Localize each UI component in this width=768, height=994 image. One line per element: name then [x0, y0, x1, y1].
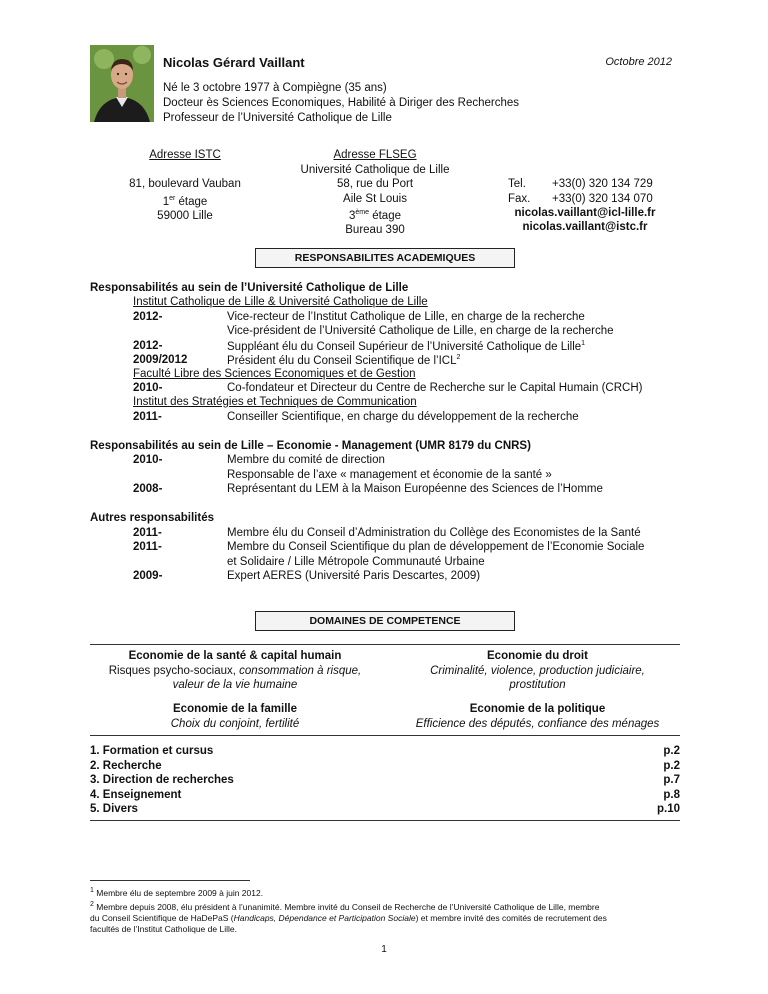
address-flseg-line-1: Université Catholique de Lille: [300, 163, 450, 176]
toc-label: 4. Enseignement: [90, 788, 182, 801]
section-title-domaines: DOMAINES DE COMPETENCE: [255, 611, 515, 631]
flseg-item-0-text: Co-fondateur et Directeur du Centre de Recherche sur le Capital Humain (CRCH): [227, 382, 643, 394]
fax-row: Fax. +33(0) 320 134 070: [508, 192, 653, 205]
other-item-3-text: Expert AERES (Université Paris Descartes, 2009): [227, 570, 481, 582]
footnote-ref-2: 2: [456, 354, 461, 361]
toc-page: p.10: [656, 803, 680, 815]
address-flseg-line-5: Bureau 390: [345, 224, 405, 237]
portrait-photo: [90, 45, 154, 122]
other-item-2-text: et Solidaire / Lille Métropole Communauté Urbaine: [227, 556, 485, 568]
toc-row[interactable]: [90, 788, 680, 803]
contact-block: [508, 177, 688, 206]
footnote-separator: [90, 880, 250, 881]
ucl-heading: Responsabilités au sein de l’Université Catholique de Lille: [90, 282, 409, 294]
address-istc-title: Adresse ISTC: [149, 149, 221, 161]
icl-item-3-text: Président élu du Conseil Scientifique de l’ICL$^2$: [227, 354, 461, 367]
footnote-ref-1: 1: [581, 340, 586, 347]
email-2[interactable]: nicolas.vaillant@istc.fr: [522, 221, 648, 233]
divider-bottom: [90, 820, 680, 821]
domain-sante: [90, 649, 380, 693]
domain-politique-line-1: Efficience des députés, confiance des ménages: [415, 717, 660, 730]
toc-label: 2. Recherche: [90, 759, 162, 772]
other-item-0-text: Membre élu du Conseil d’Administration du Collège des Economistes de la Santé: [227, 527, 641, 539]
flseg-item-0-year: 2010-: [133, 382, 163, 394]
email-1[interactable]: nicolas.vaillant@icl-lille.fr: [514, 207, 656, 219]
lem-item-1-text: Responsable de l’axe « management et économie de la santé »: [227, 469, 552, 481]
toc-page: p.2: [663, 759, 680, 772]
lem-item-2-text: Représentant du LEM à la Maison Européenne des Sciences de l’Homme: [227, 483, 603, 495]
other-heading: Autres responsabilités: [90, 512, 214, 524]
address-flseg: [290, 148, 460, 238]
domain-sante-line-1: Risques psycho-sociaux, consommation à risque,: [108, 664, 362, 677]
address-flseg-line-3: Aile St Louis: [343, 192, 407, 205]
toc-row[interactable]: [90, 744, 680, 759]
page-number: 1: [381, 944, 387, 955]
footnote-2-line-3: facultés de l’Institut Catholique de Lille.: [90, 923, 237, 934]
toc-row[interactable]: [90, 802, 680, 817]
istc-item-0-year: 2011-: [133, 411, 162, 423]
flseg-heading: Faculté Libre des Sciences Economiques et de Gestion: [133, 368, 416, 380]
address-flseg-floor: 3ème étage: [348, 209, 401, 222]
divider-top: [90, 644, 680, 645]
toc-label: 3. Direction de recherches: [90, 774, 234, 786]
other-item-3-year: 2009-: [133, 570, 163, 582]
document-date: Octobre 2012: [605, 56, 672, 68]
tel-row: Tel. +33(0) 320 134 729: [508, 178, 653, 190]
icl-item-0-text: Vice-recteur de l’Institut Catholique de Lille, en charge de la recherche: [227, 311, 585, 323]
lem-item-0-text: Membre du comité de direction: [227, 454, 385, 466]
domain-droit-line-2: prostitution: [509, 679, 566, 691]
address-flseg-line-2: 58, rue du Port: [336, 178, 414, 190]
domain-droit: [395, 649, 680, 693]
address-istc-street: 81, boulevard Vauban: [129, 178, 241, 190]
domain-politique-title: Economie de la politique: [469, 703, 606, 715]
divider-middle: [90, 735, 680, 736]
person-name: Nicolas Gérard Vaillant: [163, 55, 305, 70]
icl-item-3-year: 2009/2012: [133, 354, 188, 366]
tel-value: +33(0) 320 134 729: [552, 178, 653, 190]
istc-item-0-text: Conseiller Scientifique, en charge du développement de la recherche: [227, 411, 579, 423]
table-of-contents: [90, 744, 680, 817]
address-istc-city: 59000 Lille: [157, 209, 213, 222]
istc-heading: Institut des Stratégies et Techniques de Communication: [133, 396, 417, 408]
section-title-responsabilites: RESPONSABILITES ACADEMIQUES: [255, 248, 515, 268]
fax-value: +33(0) 320 134 070: [552, 192, 653, 205]
domain-famille-line-1: Choix du conjoint, fertilité: [170, 717, 300, 730]
address-flseg-title: Adresse FLSEG: [333, 149, 417, 161]
icl-item-2-text: Suppléant élu du Conseil Supérieur de l’Université Catholique de Lille$^1$: [227, 340, 586, 353]
lem-item-2-year: 2008-: [133, 483, 163, 495]
other-item-1-text: Membre du Conseil Scientifique du plan de développement de l’Economie Sociale: [227, 541, 645, 553]
toc-page: p.2: [663, 745, 680, 757]
domain-droit-line-1: Criminalité, violence, production judiciaire,: [430, 664, 645, 677]
toc-page: p.8: [663, 788, 680, 801]
toc-row[interactable]: [90, 773, 680, 788]
other-item-1-year: 2011-: [133, 541, 162, 553]
icl-item-2-year: 2012-: [133, 340, 163, 352]
domain-droit-title: Economie du droit: [487, 650, 588, 662]
footnote-1: $^1$ Membre élu de septembre 2009 à juin 2012.: [90, 887, 264, 898]
footnote-2-line-2: du Conseil Scientifique de HaDePaS (Handicaps, Dépendance et Participation Sociale) et membre invité des comités de recrutement des: [90, 912, 607, 923]
toc-page: p.7: [663, 774, 680, 786]
domain-famille: [90, 702, 380, 731]
domain-sante-title: Economie de la santé & capital humain: [128, 650, 342, 662]
birth-line: Né le 3 octobre 1977 à Compiègne (35 ans): [163, 82, 387, 94]
other-item-0-year: 2011-: [133, 527, 162, 539]
toc-row[interactable]: [90, 759, 680, 774]
icl-item-1-text: Vice-président de l’Université Catholique de Lille, en charge de la recherche: [227, 325, 614, 337]
icl-item-0-year: 2012-: [133, 311, 163, 323]
domain-politique: [395, 702, 680, 731]
toc-label: 5. Divers: [90, 803, 138, 815]
domain-famille-title: Economie de la famille: [173, 703, 297, 715]
degree-line: Docteur ès Sciences Economiques, Habilité à Diriger des Recherches: [163, 97, 520, 109]
lem-item-0-year: 2010-: [133, 454, 163, 466]
address-istc-floor: 1er étage: [162, 194, 208, 208]
domain-sante-line-2: valeur de la vie humaine: [172, 679, 298, 691]
position-line: Professeur de l’Université Catholique de Lille: [163, 112, 392, 124]
toc-label: 1. Formation et cursus: [90, 745, 214, 757]
icl-heading: Institut Catholique de Lille & Université Catholique de Lille: [133, 296, 428, 308]
address-istc: [120, 148, 250, 223]
lem-heading: Responsabilités au sein de Lille – Economie - Management (UMR 8179 du CNRS): [90, 440, 531, 452]
footnotes: [90, 885, 682, 935]
footnote-2: $^2$ Membre depuis 2008, élu président à l’unanimité. Membre invité du Conseil de Recherche de l’Université Catholique de Lille, membre: [90, 900, 600, 912]
